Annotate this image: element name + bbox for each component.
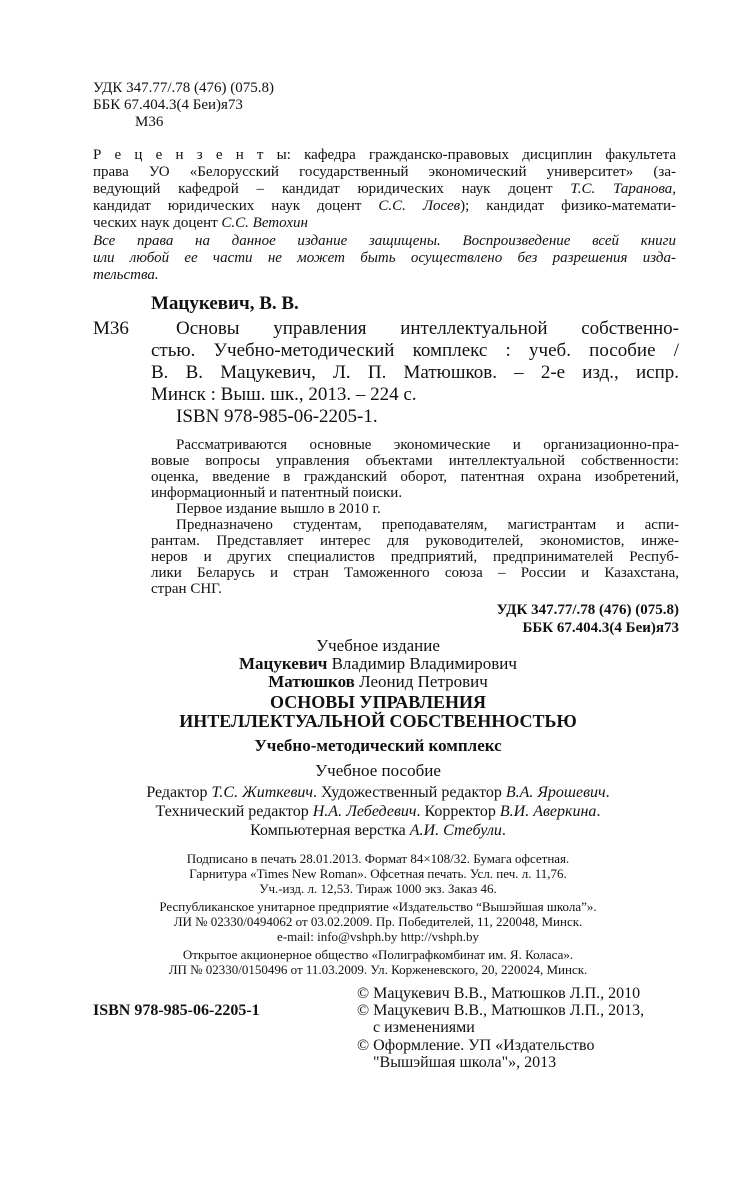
- bib-line: Минск : Выш. шк., 2013. – 224 с.: [151, 384, 417, 405]
- udk-footer-code: УДК 347.77/.78 (476) (075.8): [496, 602, 679, 618]
- annotation-line: вовые вопросы управления объектами интеллектуальной собственности:: [151, 453, 679, 469]
- print-line: Гарнитура «Times New Roman». Офсетная печать. Усл. печ. л. 11,76.: [189, 866, 567, 881]
- annotation-line: неров и других специалистов предприятий, предпринимателей Респуб-: [151, 549, 679, 565]
- copyright-line: © Мацукевич В.В., Матюшков Л.П., 2013,: [357, 1002, 645, 1019]
- rights-line: Все права на данное издание защищены. Воспроизведение всей книги: [93, 233, 676, 249]
- bib-mark: М36: [93, 318, 129, 339]
- annotation-line: Первое издание вышло в 2010 г.: [176, 501, 381, 517]
- staff-line-3: Компьютерная верстка А.И. Стебули.: [250, 822, 506, 839]
- bib-line: В. В. Мацукевич, Л. П. Матюшков. – 2-е изд., испр.: [151, 362, 679, 383]
- author-1: Мацукевич Владимир Владимирович: [239, 654, 517, 673]
- bib-isbn: ISBN 978-985-06-2205-1.: [176, 406, 378, 427]
- reviewers-line: ческих наук доцент С.С. Ветохин: [93, 215, 308, 231]
- rights-line: или любой ее части не может быть осуществлено без разрешения изда-: [93, 250, 676, 266]
- reviewers-line: Р е ц е н з е н т ы: кафедра гражданско-правовых дисциплин факультета: [93, 147, 676, 163]
- copyright-line: © Оформление. УП «Издательство: [357, 1037, 595, 1054]
- staff-line-2: Технический редактор Н.А. Лебедевич. Корректор В.И. Аверкина.: [155, 803, 601, 820]
- bbk-footer-code: ББК 67.404.3(4 Беи)я73: [522, 620, 679, 636]
- edition-type: Учебное издание: [316, 636, 440, 655]
- annotation-line: Рассматриваются основные экономические и организационно-пра-: [176, 437, 679, 453]
- annotation-line: информационный и патентный поиски.: [151, 485, 403, 501]
- staff-line-1: Редактор Т.С. Житкевич. Художественный редактор В.А. Ярошевич.: [146, 784, 610, 801]
- printer-line: Открытое акционерное общество «Полиграфкомбинат им. Я. Коласа».: [182, 947, 574, 962]
- annotation-line: лики Беларусь и стран Таможенного союза – России и Казахстана,: [151, 565, 679, 581]
- rights-line: тельства.: [93, 267, 159, 283]
- publisher-line: ЛИ № 02330/0494062 от 03.02.2009. Пр. Победителей, 11, 220048, Минск.: [173, 914, 583, 929]
- bib-author: Мацукевич, В. В.: [151, 293, 299, 314]
- book-type: Учебное пособие: [315, 761, 441, 780]
- publisher-line: Республиканское унитарное предприятие «Издательство “Вышэйшая школа”».: [159, 899, 597, 914]
- bib-line: Основы управления интеллектуальной собственно-: [176, 318, 679, 339]
- reviewers-line: кандидат юридических наук доцент С.С. Лосев); кандидат физико-математи-: [93, 198, 676, 214]
- reviewers-line: права УО «Белорусский государственный экономический университет» (за-: [93, 164, 676, 180]
- bib-line: стью. Учебно-методический комплекс : учеб. пособие /: [151, 340, 679, 361]
- copyright-line: "Вышэйшая школа"», 2013: [357, 1054, 557, 1071]
- reviewers-line: ведующий кафедрой – кандидат юридических наук доцент Т.С. Таранова,: [93, 181, 676, 197]
- book-title-line-2: ИНТЕЛЛЕКТУАЛЬНОЙ СОБСТВЕННОСТЬЮ: [179, 711, 577, 731]
- book-subtitle: Учебно-методический комплекс: [254, 736, 502, 755]
- print-line: Уч.-изд. л. 12,53. Тираж 1000 экз. Заказ 46.: [259, 881, 497, 896]
- copyright-line: © Мацукевич В.В., Матюшков Л.П., 2010: [357, 985, 641, 1002]
- author-mark: М36: [135, 114, 164, 130]
- bbk-code: ББК 67.404.3(4 Беи)я73: [93, 97, 243, 113]
- publisher-contacts: e-mail: info@vshph.by http://vshph.by: [277, 929, 479, 944]
- annotation-line: оценка, введение в гражданский оборот, патентная охрана изобретений,: [151, 469, 679, 485]
- print-line: Подписано в печать 28.01.2013. Формат 84×108/32. Бумага офсетная.: [186, 851, 570, 866]
- author-2: Матюшков Леонид Петрович: [268, 672, 488, 691]
- udk-code: УДК 347.77/.78 (476) (075.8): [93, 80, 274, 96]
- copyright-line: с изменениями: [357, 1019, 475, 1036]
- isbn-bottom: ISBN 978-985-06-2205-1: [93, 1002, 260, 1019]
- annotation-line: рантам. Представляет интерес для руководителей, экономистов, инже-: [151, 533, 679, 549]
- annotation-line: стран СНГ.: [151, 581, 222, 597]
- printer-line: ЛП № 02330/0150496 от 11.03.2009. Ул. Корженевского, 20, 220024, Минск.: [168, 962, 588, 977]
- book-title-line-1: ОСНОВЫ УПРАВЛЕНИЯ: [269, 692, 487, 712]
- annotation-line: Предназначено студентам, преподавателям, магистрантам и аспи-: [176, 517, 679, 533]
